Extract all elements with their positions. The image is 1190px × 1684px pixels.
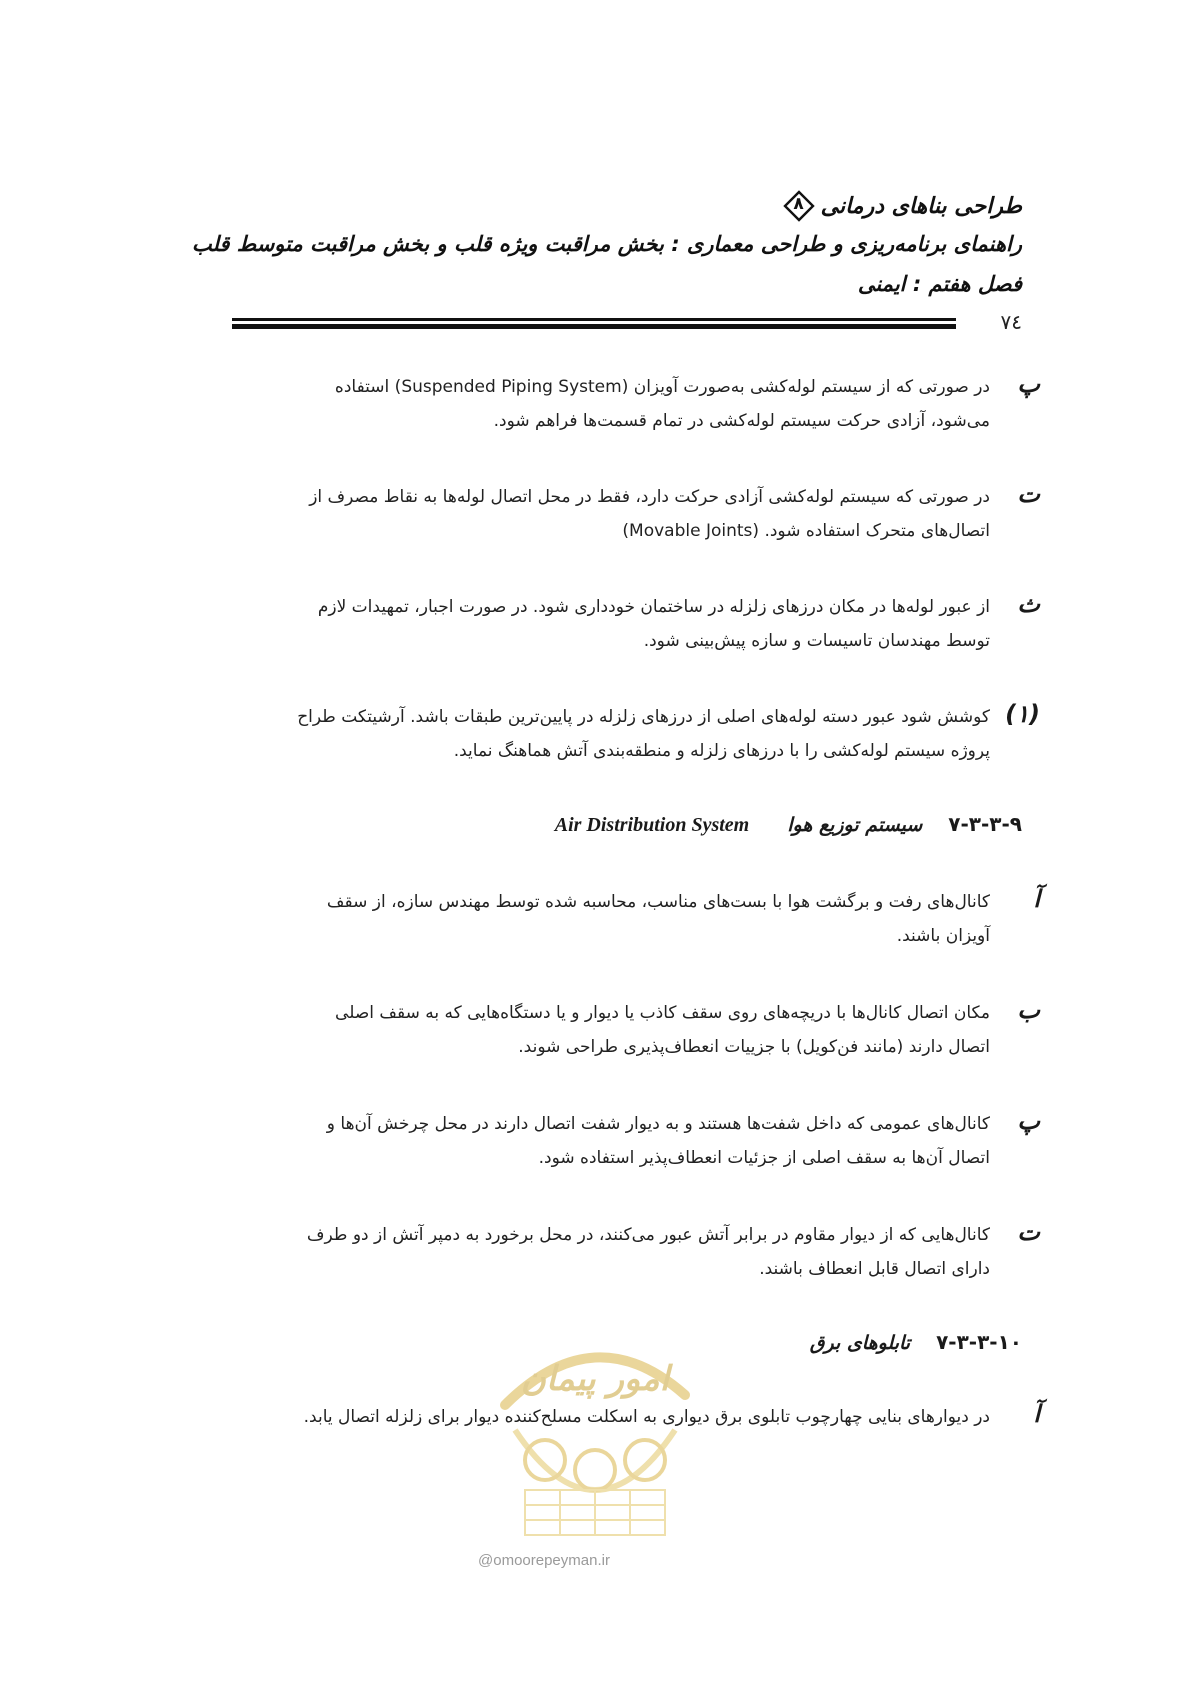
item-text-line: آویزان باشند. <box>896 926 990 946</box>
item-marker: ت <box>1017 480 1040 508</box>
item-marker: پ <box>1017 370 1040 398</box>
item-text-line: کوشش شود عبور دسته لوله‌های اصلی از درزهای زلزله در پایین‌ترین طبقات باشد. آرشیتکت طراح <box>297 707 990 727</box>
list-item <box>175 590 1040 658</box>
item-marker: پ <box>1017 1107 1040 1135</box>
guide-subtitle: راهنمای برنامه‌ریزی و طراحی معماری : بخش مراقبت ویژه قلب و بخش مراقبت متوسط قلب <box>191 232 1022 256</box>
header-rule-thick <box>232 324 956 329</box>
item-text-line: مکان اتصال کانال‌ها با دریچه‌های روی سقف کاذب یا دیوار و یا دستگاه‌هایی که به سقف اصلی <box>335 1003 990 1023</box>
watermark-url: @omoorepeyman.ir <box>478 1552 610 1569</box>
svg-text:امور پیمان: امور پیمان <box>520 1359 670 1399</box>
book-number: ۸ <box>793 194 804 214</box>
item-text-line: در صورتی که از سیستم لوله‌کشی به‌صورت آویزان (Suspended Piping System) استفاده <box>334 377 990 397</box>
item-marker: آ <box>1033 885 1040 913</box>
item-text-line: می‌شود، آزادی حرکت سیستم لوله‌کشی در تمام قسمت‌ها فراهم شود. <box>493 411 990 431</box>
item-text-line: در صورتی که سیستم لوله‌کشی آزادی حرکت دارد، فقط در محل اتصال لوله‌ها به نقاط مصرف از <box>309 487 990 507</box>
list-item <box>175 885 1040 953</box>
section-number: ۷-۳-۳-۹ <box>948 812 1022 836</box>
item-text-line: پروژه سیستم لوله‌کشی را با درزهای زلزله و منطقه‌بندی آتش هماهنگ نماید. <box>453 741 990 761</box>
item-text-line: کانال‌های رفت و برگشت هوا با بست‌های مناسب، محاسبه شده توسط مهندس سازه، از سقف <box>326 892 990 912</box>
item-marker: (۱) <box>1005 700 1040 728</box>
item-text-line: اتصال آن‌ها به سقف اصلی از جزئیات انعطاف‌پذیر استفاده شود. <box>538 1148 990 1168</box>
chapter-title: فصل هفتم : ایمنی <box>857 272 1022 296</box>
list-item <box>175 700 1040 768</box>
header-rule-thin <box>232 318 956 321</box>
page-number: ۷٤ <box>1000 310 1022 334</box>
book-title-text: طراحی بناهای درمانی <box>820 193 1022 219</box>
list-item <box>175 1107 1040 1175</box>
item-text-line: کانال‌های عمومی که داخل شفت‌ها هستند و به دیوار شفت اتصال دارند در محل چرخش آن‌ها و <box>326 1114 990 1134</box>
book-title <box>783 190 1022 222</box>
section-title: تابلوهای برق <box>809 1332 911 1354</box>
item-marker: ت <box>1017 1218 1040 1246</box>
list-item <box>175 1400 1040 1434</box>
list-item <box>175 370 1040 438</box>
item-marker: آ <box>1033 1400 1040 1428</box>
item-text-line: کانال‌هایی که از دیوار مقاوم در برابر آتش عبور می‌کنند، در محل برخورد به دمپر آتش از دو طرف <box>306 1225 990 1245</box>
book-number-diamond-icon <box>783 190 815 222</box>
item-text-line: از عبور لوله‌ها در مکان درزهای زلزله در ساختمان خودداری شود. در صورت اجبار، تمهیدات لازم <box>317 597 990 617</box>
section-title: سیستم توزیع هوا <box>787 814 923 836</box>
list-item <box>175 996 1040 1064</box>
item-text-line: دارای اتصال قابل انعطاف باشند. <box>759 1259 990 1279</box>
section-heading-electrical-panels <box>810 1330 1022 1354</box>
watermark-seal-icon <box>485 1335 705 1549</box>
list-item <box>175 1218 1040 1286</box>
list-item <box>175 480 1040 548</box>
item-text-line: اتصال‌های متحرک استفاده شود. (Movable Joints) <box>622 521 990 541</box>
section-number: ۷-۳-۳-۱۰ <box>936 1330 1022 1354</box>
section-heading-air-distribution <box>555 812 1022 837</box>
section-title-english: Air Distribution System <box>554 814 750 836</box>
item-text-line: اتصال دارند (مانند فن‌کویل) با جزییات انعطاف‌پذیری طراحی شوند. <box>518 1037 990 1057</box>
item-text-line: در دیوارهای بنایی چهارچوب تابلوی برق دیواری به اسکلت مسلح‌کننده دیوار برای زلزله اتصال یابد. <box>303 1407 990 1427</box>
item-text-line: توسط مهندسان تاسیسات و سازه پیش‌بینی شود. <box>643 631 990 651</box>
item-marker: ث <box>1017 590 1040 618</box>
item-marker: ب <box>1017 996 1040 1024</box>
